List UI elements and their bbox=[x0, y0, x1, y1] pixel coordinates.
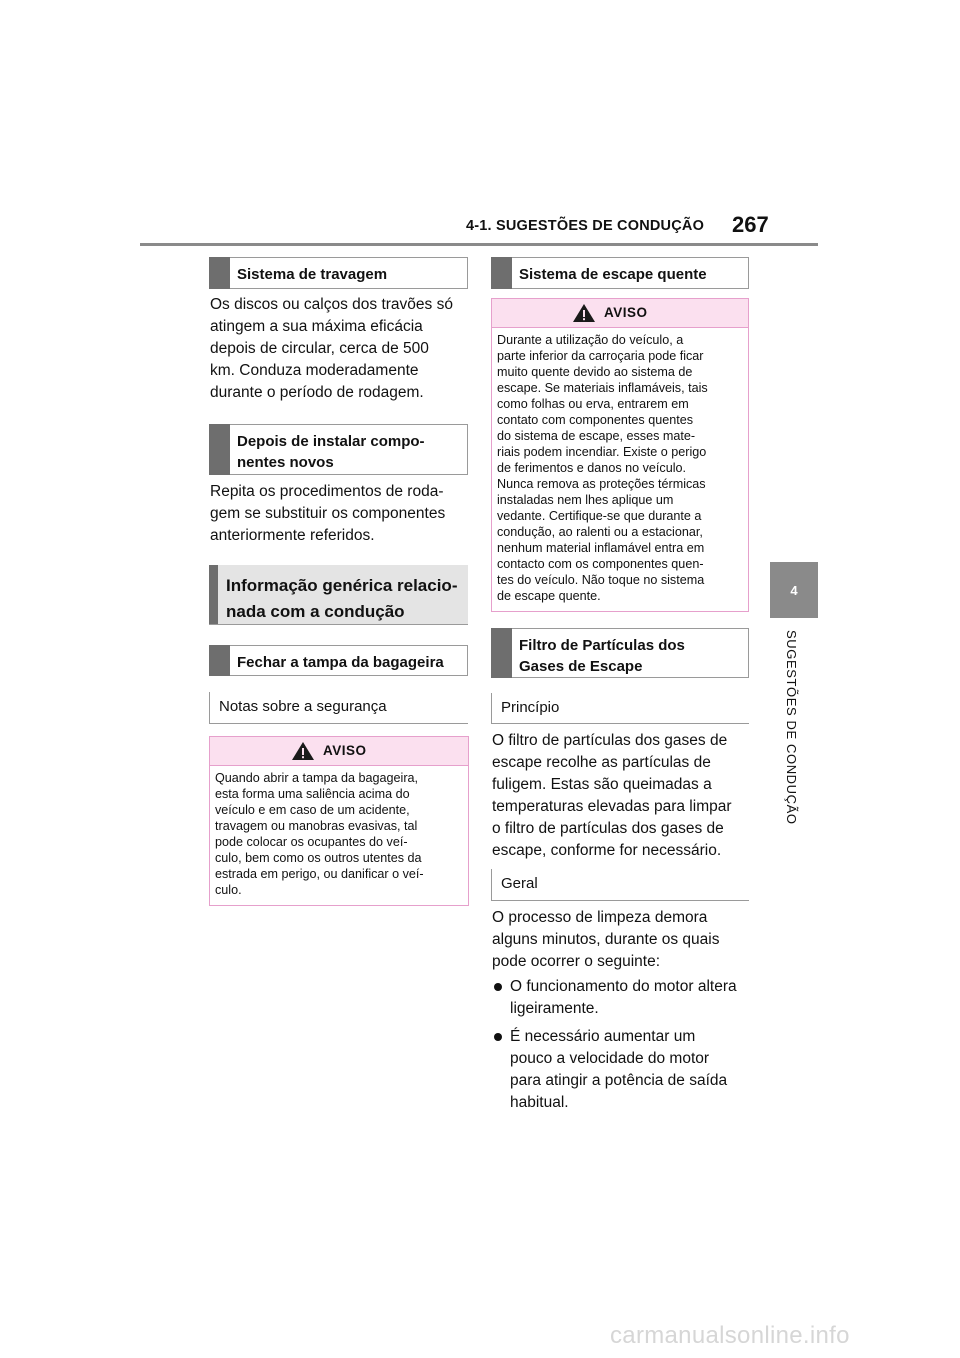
chapter-tab bbox=[770, 562, 818, 618]
heading-hot-exhaust: Sistema de escape quente bbox=[491, 257, 749, 289]
paragraph-brakes: Os discos ou calços dos travões só atingem a sua máxima eficácia depois de circular, cerca de 500 km. Conduza moderadamente durante o período de rodagem. bbox=[210, 296, 453, 401]
heading-particulate-filter: Filtro de Partículas dos Gases de Escape bbox=[491, 628, 749, 678]
heading-new-components: Depois de instalar compo- nentes novos bbox=[209, 424, 468, 475]
heading-bar bbox=[209, 257, 230, 289]
heading-bar bbox=[491, 628, 512, 678]
heading-close-trunk: Fechar a tampa da bagageira bbox=[209, 645, 468, 676]
bullet-dot-icon bbox=[494, 1033, 502, 1041]
bullet-dot-icon bbox=[494, 983, 502, 991]
subheading-safety-notes: Notas sobre a segurança bbox=[209, 692, 468, 724]
chapter-label-vertical: SUGESTÕES DE CONDUÇÃO bbox=[784, 630, 799, 825]
warning-box-trunk bbox=[209, 736, 469, 906]
heading-brake-system: Sistema de travagem bbox=[209, 257, 468, 289]
list-item: É necessário aumentar um pouco a velocidade do motor para atingir a potência de saída habitual. bbox=[492, 1026, 757, 1114]
header-rule bbox=[140, 243, 818, 246]
heading-bar bbox=[209, 645, 230, 676]
bullet-list bbox=[492, 976, 757, 1120]
heading-bar bbox=[209, 565, 218, 624]
paragraph-principle: O filtro de partículas dos gases de escape recolhe as partículas de fuligem. Estas são queimadas a temperaturas elevadas para limpar o filtro de partículas dos gases de escape, conforme for necessário. bbox=[492, 732, 732, 859]
warning-text: Durante a utilização do veículo, a parte inferior da carroçaria pode ficar muito quente devido ao sistema de escape. Se materiais inflamáveis, tais como folhas ou erva, entrarem em contato com componentes quentes do sistema de escape, esses mate- riais podem incendiar. Existe o perigo de ferimentos e danos no veículo. Nunca remova as proteções térmicas instaladas nem lhes aplique um vedante. Certifique-se que durante a condução, ao ralenti ou a estacionar, nenhum material inflamável entra em contacto com os componentes quen- tes do veículo. Não toque no sistema de escape quente. bbox=[497, 333, 708, 603]
warning-label: AVISO bbox=[323, 743, 367, 758]
warning-header bbox=[492, 299, 748, 328]
paragraph-general: O processo de limpeza demora alguns minutos, durante os quais pode ocorrer o seguinte: bbox=[492, 909, 720, 970]
watermark: carmanualsonline.info bbox=[610, 1322, 850, 1349]
page-number: 267 bbox=[732, 212, 769, 237]
warning-triangle-icon bbox=[572, 303, 596, 323]
subheading-principle: Princípio bbox=[491, 693, 749, 724]
warning-header bbox=[210, 737, 468, 766]
warning-box-exhaust bbox=[491, 298, 749, 612]
heading-bar bbox=[491, 257, 512, 289]
heading-general-driving-info: Informação genérica relacio- nada com a condução bbox=[209, 565, 468, 625]
list-item: O funcionamento do motor altera ligeiramente. bbox=[492, 976, 757, 1020]
section-title: 4-1. SUGESTÕES DE CONDUÇÃO bbox=[466, 218, 705, 234]
warning-text: Quando abrir a tampa da bagageira, esta forma uma saliência acima do veículo e em caso de um acidente, travagem ou manobras evasivas, tal pode colocar os ocupantes do veí- culo, bem como os outros utentes da estrada em perigo, ou danificar o veí- culo. bbox=[215, 771, 424, 897]
paragraph-new-components: Repita os procedimentos de roda- gem se substituir os componentes anteriormente referidos. bbox=[210, 483, 446, 544]
warning-triangle-icon bbox=[291, 741, 315, 761]
warning-label: AVISO bbox=[604, 305, 648, 320]
heading-bar bbox=[209, 424, 230, 475]
chapter-number: 4 bbox=[790, 582, 798, 598]
subheading-general: Geral bbox=[491, 869, 749, 901]
